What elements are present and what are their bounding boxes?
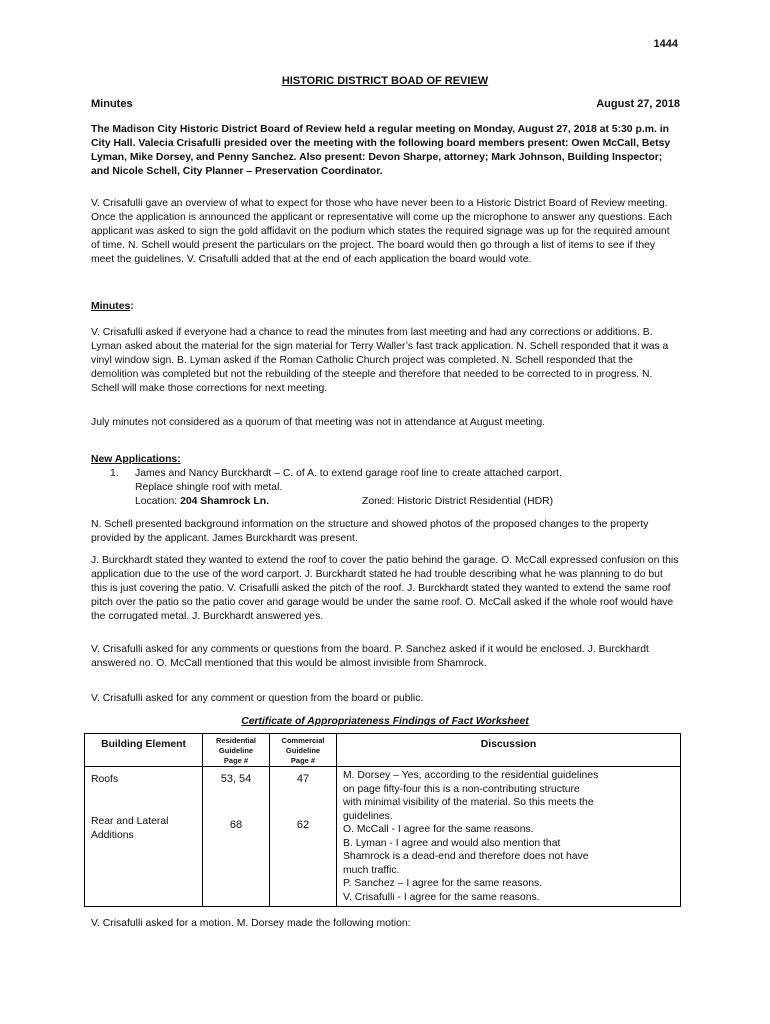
residential-page-cell [203, 767, 270, 907]
closing-paragraph: V. Crisafulli asked for a motion. M. Dorsey made the following motion: [91, 918, 411, 929]
location-label: Location: [135, 496, 181, 507]
application-paragraph-2: J. Burckhardt stated they wanted to extend the roof to cover the patio behind the garage. O. McCall expressed confusion on this application due to the use of the word carport. J. Burckhardt stated he had trouble describing what he was planning to do but this is just covering the patio. V. Crisafulli asked the pitch of the roof. J. Burckhardt stated they wanted to extend the same roof pitch over the patio so the patio cover and garage would be under the same roof. O. McCall asked if the whole roof would have the corrugated metal. J. Burckhardt answered yes. [91, 555, 679, 622]
overview-paragraph: V. Crisafulli gave an overview of what to expect for those who have never been to a Historic District Board of Review meeting. Once the application is announced the applicant or representative will come up the microphone to answer any questions. Each applicant was asked to sign the gold affidavit on the podium which states the required signage was up for the required amount of time. N. Schell would present the particulars on the project. The board would then go through a list of items to see if they meet the guidelines. V. Crisafulli added that at the end of each application the board would vote. [91, 198, 673, 265]
discussion-line: V. Crisafulli - I agree for the same reasons. [343, 891, 540, 903]
commercial-page-cell [270, 767, 337, 907]
minutes-label: Minutes [91, 98, 133, 110]
header-com-line-2: Guideline [285, 746, 321, 755]
discussion-line: B. Lyman - I agree and would also mention that [343, 837, 561, 849]
table-row [85, 767, 681, 907]
intro-paragraph: The Madison City Historic District Board of Review held a regular meeting on Monday, August 27, 2018 at 5:30 p.m. in City Hall. Valecia Crisafulli presided over the meeting with the following board members present: Owen McCall, Betsy Lyman, Mike Dorsey, and Penny Sanchez. Also present: Devon Sharpe, attorney; Mark Johnson, Building Inspector; and Nicole Schell, City Planner – Preservation Coordinator. [91, 124, 671, 177]
minutes-paragraph-2: July minutes not considered as a quorum of that meeting was not in attendance at August meeting. [91, 417, 545, 428]
application-paragraph-3: V. Crisafulli asked for any comments or questions from the board. P. Sanchez asked if it would be enclosed. J. Burckhardt answered no. O. McCall mentioned that this would be almost invisible from Shamrock. [91, 644, 649, 669]
discussion-line: on page fifty-four this is a non-contributing structure [343, 783, 580, 795]
application-description: James and Nancy Burckhardt – C. of A. to extend garage roof line to create attached carport. [135, 468, 562, 479]
com-page-additions: 62 [296, 819, 310, 831]
new-applications-heading: New Applications: [91, 454, 181, 465]
header-res-line-3: Page # [223, 756, 249, 765]
application-description-2: Replace shingle roof with metal. [135, 482, 283, 493]
com-page-roofs: 47 [296, 773, 310, 785]
building-element-cell [85, 767, 203, 907]
header-res-line-1: Residential [215, 736, 256, 745]
discussion-line: with minimal visibility of the material. So this meets the [343, 797, 594, 808]
discussion-line: much traffic. [343, 864, 400, 876]
minutes-paragraph-1: V. Crisafulli asked if everyone had a chance to read the minutes from last meeting and had any corrections or additions. B. Lyman asked about the material for the sign material for Terry Waller’s fast track application. N. Schell responded that it was a vinyl window sign. B. Lyman asked if the Roman Catholic Church project was completed. N. Schell responded that the demolition was completed but not the rebuilding of the steeple and therefore that needed to be corrected to in progress. N. Schell will make those corrections for next meeting. [91, 327, 669, 394]
document-title: HISTORIC DISTRICT BOAD OF REVIEW [281, 75, 489, 87]
zoning-text: Zoned: Historic District Residential (HDR) [362, 496, 554, 507]
discussion-line: P. Sanchez – I agree for the same reasons. [343, 878, 543, 889]
meeting-date: August 27, 2018 [596, 98, 680, 110]
element-additions: Additions [91, 830, 134, 841]
minutes-heading [91, 300, 681, 314]
application-paragraph-1: N. Schell presented background information on the structure and showed photos of the proposed changes to the property provided by the applicant. James Burckhardt was present. [91, 519, 649, 544]
res-page-additions: 68 [229, 819, 243, 831]
discussion-cell [337, 767, 681, 907]
header-res-line-2: Guideline [218, 746, 254, 755]
discussion-line: guidelines. [343, 810, 393, 822]
table-header-row [85, 734, 681, 767]
application-number: 1. [110, 468, 119, 479]
location-value: 204 Shamrock Ln. [180, 496, 269, 507]
header-commercial-guideline [270, 734, 337, 767]
discussion-line: O. McCall - I agree for the same reasons. [343, 824, 534, 835]
discussion-line: Shamrock is a dead-end and therefore does not have [343, 851, 589, 862]
discussion-line: M. Dorsey – Yes, according to the residential guidelines [343, 770, 599, 781]
header-residential-guideline [203, 734, 270, 767]
minutes-heading-text: Minutes [91, 301, 131, 312]
page-number: 1444 [653, 38, 678, 50]
header-com-line-1: Commercial [281, 736, 325, 745]
application-paragraph-4: V. Crisafulli asked for any comment or question from the board or public. [91, 693, 424, 704]
header-discussion: Discussion [337, 734, 681, 767]
minutes-header [91, 98, 680, 110]
element-rear-lateral: Rear and Lateral [91, 816, 169, 827]
header-building-element: Building Element [85, 734, 203, 767]
certificate-title: Certificate of Appropriateness Findings of Fact Worksheet [241, 716, 529, 727]
header-com-line-3: Page # [290, 756, 316, 765]
res-page-roofs: 53, 54 [220, 773, 252, 785]
findings-table [84, 733, 681, 907]
minutes-heading-colon: : [130, 301, 134, 312]
element-roofs: Roofs [91, 774, 119, 785]
